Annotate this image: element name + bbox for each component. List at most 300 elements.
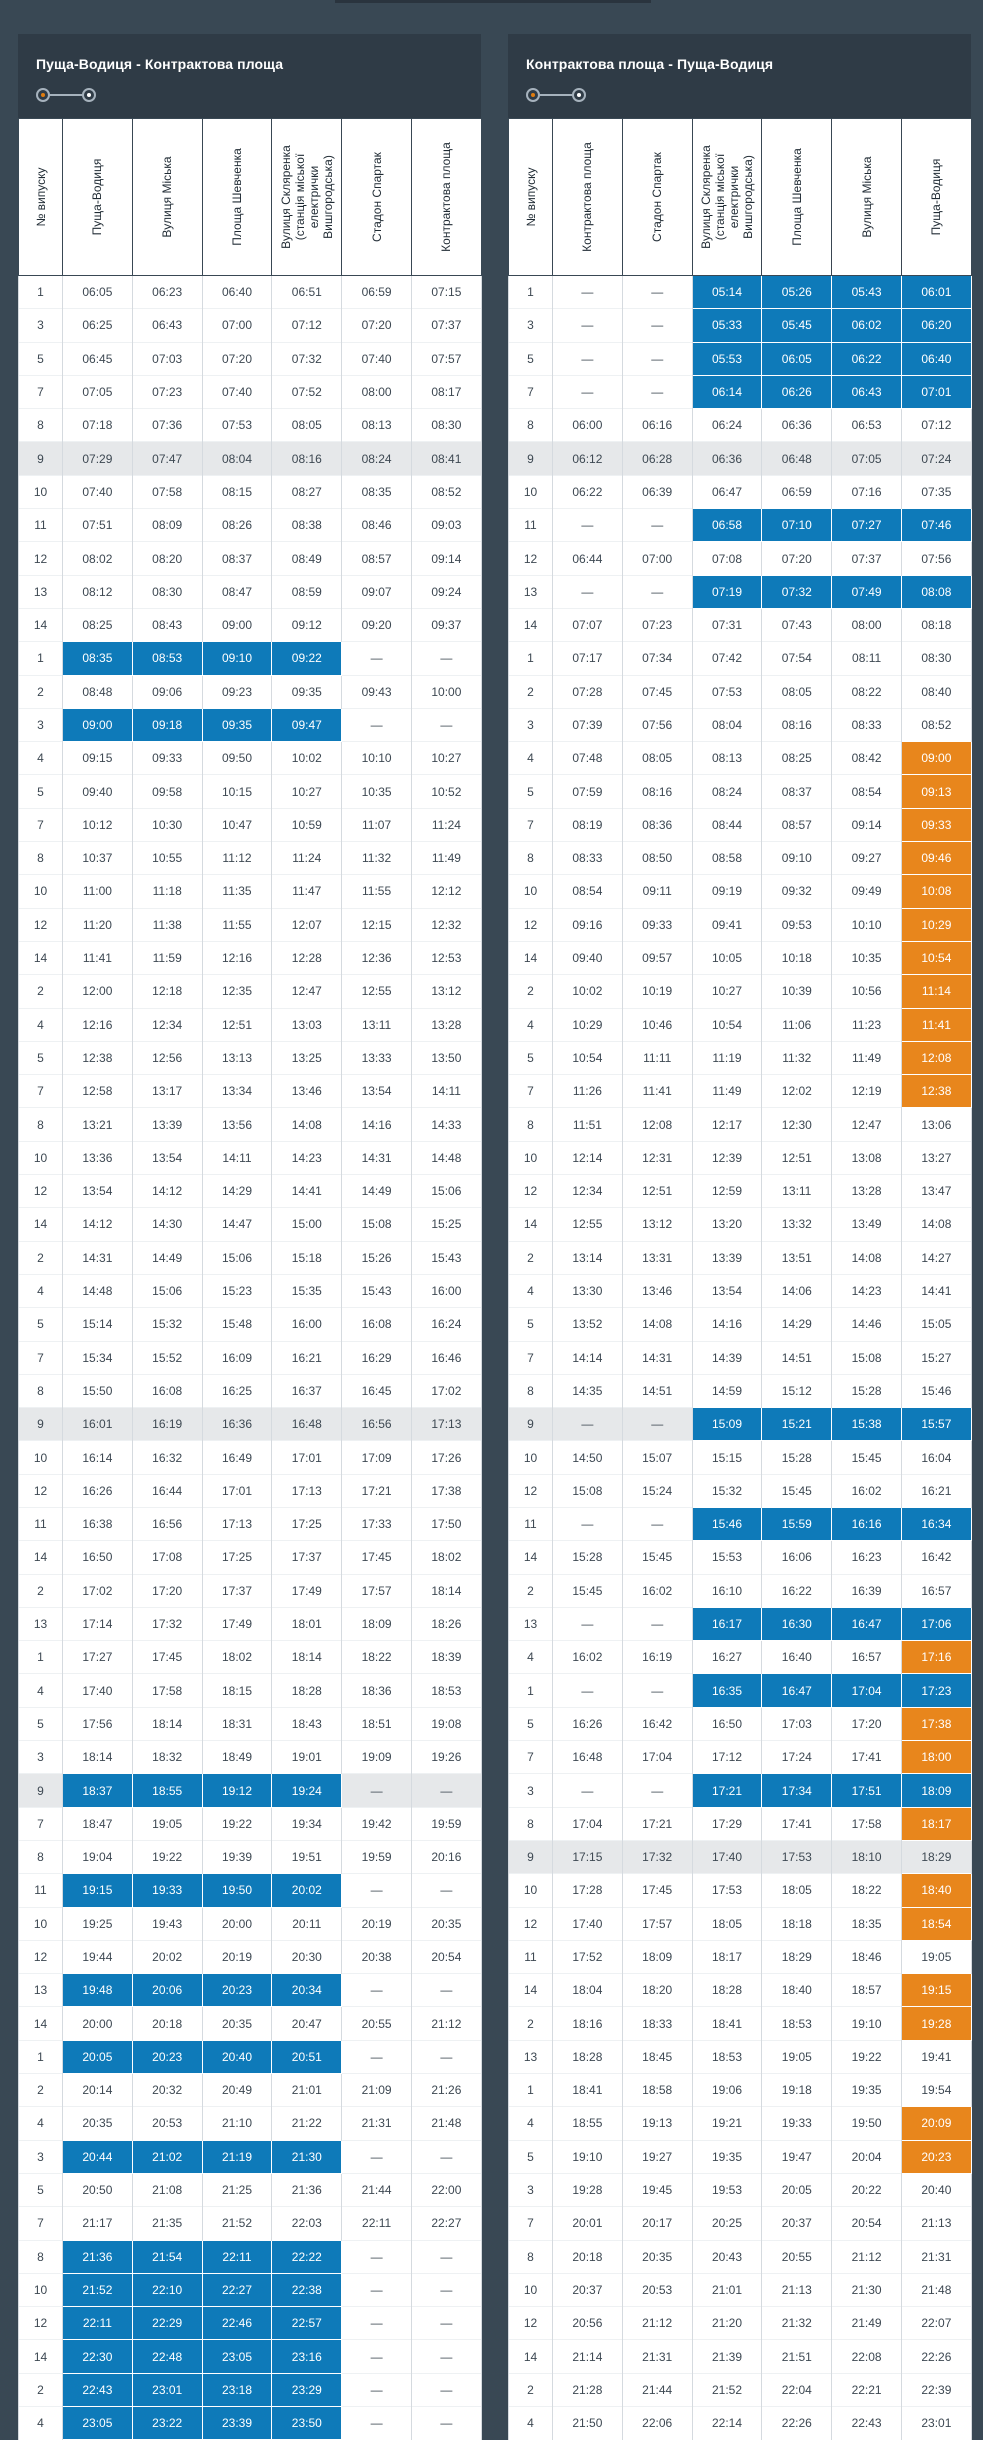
time-cell: 13:54: [63, 1175, 133, 1208]
time-cell: 16:08: [132, 1374, 202, 1407]
time-cell: 18:32: [132, 1741, 202, 1774]
time-cell: 20:05: [762, 2173, 832, 2206]
time-cell: 18:39: [411, 1641, 481, 1674]
release-number-cell: 4: [509, 1008, 553, 1041]
right-schedule-panel: [508, 34, 971, 2440]
time-cell: 15:24: [622, 1474, 692, 1507]
release-number-cell: 12: [509, 908, 553, 941]
time-cell: —: [622, 276, 692, 309]
time-cell: 11:26: [553, 1075, 623, 1108]
column-header: [832, 119, 902, 276]
time-cell: 18:57: [832, 1974, 902, 2007]
time-cell: 09:53: [762, 908, 832, 941]
table-row: [19, 1774, 482, 1807]
time-cell: 19:12: [202, 1774, 272, 1807]
release-number-cell: 14: [19, 2340, 63, 2373]
time-cell: 16:50: [63, 1541, 133, 1574]
time-cell: 19:50: [832, 2107, 902, 2140]
time-cell: 18:53: [762, 2007, 832, 2040]
table-row: [509, 1274, 972, 1307]
time-cell: 22:07: [901, 2307, 971, 2340]
time-cell: 20:01: [553, 2207, 623, 2240]
time-cell: 19:45: [622, 2173, 692, 2206]
time-cell: 08:25: [63, 608, 133, 641]
table-row: [19, 2240, 482, 2273]
table-row: [19, 608, 482, 641]
time-cell: 06:14: [692, 375, 762, 408]
table-row: [509, 1574, 972, 1607]
time-cell: 12:38: [901, 1075, 971, 1108]
time-cell: 17:28: [553, 1874, 623, 1907]
time-cell: 07:18: [63, 409, 133, 442]
time-cell: 16:17: [692, 1607, 762, 1640]
time-cell: 17:34: [762, 1774, 832, 1807]
column-header-label: Вулиця Міська: [859, 156, 874, 238]
time-cell: 17:49: [272, 1574, 342, 1607]
time-cell: 16:21: [901, 1474, 971, 1507]
time-cell: 19:15: [901, 1974, 971, 2007]
time-cell: —: [342, 1974, 412, 2007]
time-cell: 10:55: [132, 842, 202, 875]
time-cell: 15:28: [762, 1441, 832, 1474]
time-cell: 12:18: [132, 975, 202, 1008]
table-row: [19, 1707, 482, 1740]
time-cell: 17:29: [692, 1807, 762, 1840]
table-row: [509, 1441, 972, 1474]
time-cell: 17:32: [132, 1607, 202, 1640]
table-row: [19, 908, 482, 941]
table-row: [19, 1308, 482, 1341]
time-cell: —: [411, 2240, 481, 2273]
time-cell: 10:29: [553, 1008, 623, 1041]
time-cell: 11:55: [202, 908, 272, 941]
table-row: [19, 2340, 482, 2373]
time-cell: 14:48: [63, 1274, 133, 1307]
time-cell: 19:13: [622, 2107, 692, 2140]
time-cell: 17:33: [342, 1507, 412, 1540]
time-cell: 17:03: [762, 1707, 832, 1740]
time-cell: 10:35: [342, 775, 412, 808]
top-tab-edge: [335, 0, 651, 3]
release-number-cell: 2: [19, 1241, 63, 1274]
time-cell: 18:49: [202, 1741, 272, 1774]
time-cell: 19:27: [622, 2140, 692, 2173]
time-cell: 16:49: [202, 1441, 272, 1474]
time-cell: 06:39: [622, 475, 692, 508]
time-cell: —: [411, 1774, 481, 1807]
time-cell: 08:36: [622, 808, 692, 841]
time-cell: 13:51: [762, 1241, 832, 1274]
table-row: [19, 1607, 482, 1640]
release-number-cell: 9: [19, 1408, 63, 1441]
time-cell: 13:54: [342, 1075, 412, 1108]
time-cell: 09:15: [63, 742, 133, 775]
time-cell: 10:10: [342, 742, 412, 775]
time-cell: 09:19: [692, 875, 762, 908]
time-cell: 10:47: [202, 808, 272, 841]
time-cell: 12:15: [342, 908, 412, 941]
table-row: [509, 808, 972, 841]
time-cell: 14:23: [832, 1274, 902, 1307]
table-row: [19, 775, 482, 808]
time-cell: 09:43: [342, 675, 412, 708]
column-header-label: Вулиця Скляренка (станція міської електрички Вишгородська): [278, 145, 335, 249]
time-cell: 19:54: [901, 2074, 971, 2107]
time-cell: —: [342, 2307, 412, 2340]
time-cell: 20:43: [692, 2240, 762, 2273]
column-header: [19, 119, 63, 276]
time-cell: 07:36: [132, 409, 202, 442]
table-row: [509, 1341, 972, 1374]
release-number-cell: 12: [509, 1474, 553, 1507]
time-cell: 17:16: [901, 1641, 971, 1674]
column-header: [509, 119, 553, 276]
time-cell: 07:35: [901, 475, 971, 508]
time-cell: 19:09: [342, 1741, 412, 1774]
time-cell: 23:16: [272, 2340, 342, 2373]
time-cell: 19:59: [411, 1807, 481, 1840]
time-cell: 10:54: [692, 1008, 762, 1041]
time-cell: 16:19: [622, 1641, 692, 1674]
time-cell: 12:30: [762, 1108, 832, 1141]
time-cell: 20:35: [202, 2007, 272, 2040]
time-cell: 08:13: [342, 409, 412, 442]
table-row: [509, 1907, 972, 1940]
time-cell: 22:29: [132, 2307, 202, 2340]
time-cell: 10:02: [272, 742, 342, 775]
time-cell: 15:45: [553, 1574, 623, 1607]
release-number-cell: 2: [509, 975, 553, 1008]
time-cell: 22:27: [411, 2207, 481, 2240]
table-row: [19, 1274, 482, 1307]
time-cell: —: [411, 2407, 481, 2440]
time-cell: 14:11: [202, 1141, 272, 1174]
time-cell: 19:35: [832, 2074, 902, 2107]
release-number-cell: 12: [19, 542, 63, 575]
table-row: [509, 608, 972, 641]
table-row: [509, 2173, 972, 2206]
table-row: [19, 875, 482, 908]
column-header: [901, 119, 971, 276]
time-cell: 22:43: [832, 2407, 902, 2440]
right-schedule-table: [508, 118, 972, 2440]
time-cell: —: [622, 342, 692, 375]
column-header-label: Вулиця Міська: [160, 156, 175, 238]
time-cell: 07:58: [132, 475, 202, 508]
time-cell: 07:37: [411, 309, 481, 342]
time-cell: 20:55: [762, 2240, 832, 2273]
table-row: [509, 975, 972, 1008]
time-cell: 08:37: [762, 775, 832, 808]
time-cell: 14:31: [622, 1341, 692, 1374]
time-cell: 17:01: [272, 1441, 342, 1474]
time-cell: 14:51: [762, 1341, 832, 1374]
time-cell: —: [342, 1774, 412, 1807]
time-cell: 15:45: [762, 1474, 832, 1507]
time-cell: —: [622, 1607, 692, 1640]
release-number-cell: 14: [19, 1208, 63, 1241]
table-row: [19, 2407, 482, 2440]
table-row: [509, 575, 972, 608]
time-cell: —: [411, 2340, 481, 2373]
time-cell: 09:00: [202, 608, 272, 641]
time-cell: 08:19: [553, 808, 623, 841]
time-cell: 14:16: [692, 1308, 762, 1341]
time-cell: 12:55: [553, 1208, 623, 1241]
time-cell: 19:04: [63, 1840, 133, 1873]
time-cell: —: [342, 642, 412, 675]
time-cell: 09:32: [762, 875, 832, 908]
release-number-cell: 1: [509, 2074, 553, 2107]
time-cell: 17:04: [553, 1807, 623, 1840]
release-number-cell: 9: [19, 1774, 63, 1807]
time-cell: 20:05: [63, 2040, 133, 2073]
time-cell: 16:37: [272, 1374, 342, 1407]
table-row: [509, 409, 972, 442]
time-cell: 10:05: [692, 941, 762, 974]
time-cell: 08:59: [272, 575, 342, 608]
time-cell: 07:29: [63, 442, 133, 475]
time-cell: 19:39: [202, 1840, 272, 1873]
time-cell: 12:34: [553, 1175, 623, 1208]
time-cell: 16:23: [832, 1541, 902, 1574]
time-cell: 23:05: [63, 2407, 133, 2440]
time-cell: 14:27: [901, 1241, 971, 1274]
time-cell: 17:20: [832, 1707, 902, 1740]
time-cell: 08:04: [692, 708, 762, 741]
time-cell: —: [411, 1874, 481, 1907]
time-cell: 16:26: [63, 1474, 133, 1507]
time-cell: 10:00: [411, 675, 481, 708]
time-cell: 18:05: [692, 1907, 762, 1940]
table-row: [509, 542, 972, 575]
time-cell: 13:49: [832, 1208, 902, 1241]
time-cell: 08:58: [692, 842, 762, 875]
time-cell: 20:55: [342, 2007, 412, 2040]
time-cell: 11:18: [132, 875, 202, 908]
release-number-cell: 10: [19, 1441, 63, 1474]
time-cell: 07:45: [622, 675, 692, 708]
time-cell: 17:24: [762, 1741, 832, 1774]
time-cell: 07:53: [202, 409, 272, 442]
time-cell: —: [553, 1408, 623, 1441]
time-cell: 21:50: [553, 2407, 623, 2440]
time-cell: 14:30: [132, 1208, 202, 1241]
time-cell: 14:31: [342, 1141, 412, 1174]
time-cell: 20:17: [622, 2207, 692, 2240]
time-cell: 12:16: [202, 941, 272, 974]
time-cell: 21:02: [132, 2140, 202, 2173]
time-cell: 08:33: [553, 842, 623, 875]
time-cell: 06:00: [553, 409, 623, 442]
time-cell: 18:16: [553, 2007, 623, 2040]
time-cell: 08:00: [832, 608, 902, 641]
time-cell: 12:00: [63, 975, 133, 1008]
time-cell: 17:40: [553, 1907, 623, 1940]
time-cell: 15:06: [411, 1175, 481, 1208]
time-cell: —: [622, 1408, 692, 1441]
time-cell: 11:20: [63, 908, 133, 941]
release-number-cell: 12: [509, 2307, 553, 2340]
time-cell: 07:59: [553, 775, 623, 808]
time-cell: 14:33: [411, 1108, 481, 1141]
time-cell: 17:56: [63, 1707, 133, 1740]
time-cell: 12:51: [202, 1008, 272, 1041]
table-row: [509, 1974, 972, 2007]
release-number-cell: 12: [19, 1940, 63, 1973]
time-cell: 07:37: [832, 542, 902, 575]
time-cell: 18:43: [272, 1707, 342, 1740]
time-cell: 13:03: [272, 1008, 342, 1041]
time-cell: 16:22: [762, 1574, 832, 1607]
time-cell: 14:47: [202, 1208, 272, 1241]
release-number-cell: 7: [509, 2207, 553, 2240]
time-cell: 20:18: [132, 2007, 202, 2040]
release-number-cell: 2: [19, 1574, 63, 1607]
time-cell: 14:50: [553, 1441, 623, 1474]
time-cell: 21:09: [342, 2074, 412, 2107]
table-row: [19, 675, 482, 708]
release-number-cell: 5: [509, 1308, 553, 1341]
time-cell: 10:27: [692, 975, 762, 1008]
time-cell: 10:12: [63, 808, 133, 841]
time-cell: 16:56: [132, 1507, 202, 1540]
time-cell: 21:13: [762, 2273, 832, 2306]
time-cell: 13:12: [411, 975, 481, 1008]
time-cell: 19:42: [342, 1807, 412, 1840]
time-cell: 20:56: [553, 2307, 623, 2340]
time-cell: 11:19: [692, 1041, 762, 1074]
time-cell: 06:44: [553, 542, 623, 575]
time-cell: 12:08: [901, 1041, 971, 1074]
time-cell: 07:05: [832, 442, 902, 475]
table-row: [509, 1141, 972, 1174]
time-cell: 12:08: [622, 1108, 692, 1141]
time-cell: 21:10: [202, 2107, 272, 2140]
release-number-cell: 4: [19, 2107, 63, 2140]
time-cell: 09:13: [901, 775, 971, 808]
time-cell: 18:02: [411, 1541, 481, 1574]
time-cell: 14:12: [63, 1208, 133, 1241]
column-header-label: Вулиця Скляренка (станція міської електрички Вишгородська): [698, 145, 755, 249]
table-row: [19, 342, 482, 375]
time-cell: 10:35: [832, 941, 902, 974]
time-cell: 16:50: [692, 1707, 762, 1740]
release-number-cell: 7: [19, 2207, 63, 2240]
time-cell: 17:13: [272, 1474, 342, 1507]
table-row: [19, 442, 482, 475]
time-cell: 20:49: [202, 2074, 272, 2107]
time-cell: 16:29: [342, 1341, 412, 1374]
release-number-cell: 4: [19, 742, 63, 775]
time-cell: 11:11: [622, 1041, 692, 1074]
time-cell: 07:07: [553, 608, 623, 641]
time-cell: 14:08: [622, 1308, 692, 1341]
time-cell: 06:51: [272, 276, 342, 309]
time-cell: 09:41: [692, 908, 762, 941]
time-cell: 13:14: [553, 1241, 623, 1274]
table-row: [509, 1541, 972, 1574]
time-cell: 21:52: [692, 2373, 762, 2406]
time-cell: 16:44: [132, 1474, 202, 1507]
time-cell: 21:01: [692, 2273, 762, 2306]
time-cell: 21:36: [63, 2240, 133, 2273]
time-cell: 20:06: [132, 1974, 202, 2007]
time-cell: 08:09: [132, 509, 202, 542]
time-cell: 10:37: [63, 842, 133, 875]
time-cell: 05:26: [762, 276, 832, 309]
time-cell: 13:20: [692, 1208, 762, 1241]
time-cell: 17:58: [832, 1807, 902, 1840]
time-cell: 11:00: [63, 875, 133, 908]
time-cell: 07:00: [202, 309, 272, 342]
release-number-cell: 14: [509, 941, 553, 974]
time-cell: 15:34: [63, 1341, 133, 1374]
time-cell: 11:32: [762, 1041, 832, 1074]
time-cell: 18:18: [762, 1907, 832, 1940]
time-cell: —: [411, 2273, 481, 2306]
column-header: [272, 119, 342, 276]
table-row: [509, 1474, 972, 1507]
table-row: [19, 2107, 482, 2140]
time-cell: 12:28: [272, 941, 342, 974]
time-cell: 17:01: [202, 1474, 272, 1507]
release-number-cell: 5: [509, 1707, 553, 1740]
time-cell: 08:54: [553, 875, 623, 908]
time-cell: 11:07: [342, 808, 412, 841]
time-cell: 16:01: [63, 1408, 133, 1441]
time-cell: 14:39: [692, 1341, 762, 1374]
time-cell: 16:21: [272, 1341, 342, 1374]
time-cell: 07:20: [202, 342, 272, 375]
time-cell: 11:32: [342, 842, 412, 875]
time-cell: 17:13: [202, 1507, 272, 1540]
time-cell: 18:36: [342, 1674, 412, 1707]
release-number-cell: 12: [509, 542, 553, 575]
time-cell: 11:24: [272, 842, 342, 875]
time-cell: 19:05: [901, 1940, 971, 1973]
table-row: [509, 1807, 972, 1840]
time-cell: 19:22: [202, 1807, 272, 1840]
time-cell: 14:29: [202, 1175, 272, 1208]
table-row: [19, 1141, 482, 1174]
time-cell: 18:04: [553, 1974, 623, 2007]
time-cell: 10:02: [553, 975, 623, 1008]
time-cell: 20:35: [63, 2107, 133, 2140]
time-cell: 21:52: [63, 2273, 133, 2306]
time-cell: 08:16: [762, 708, 832, 741]
time-cell: 09:06: [132, 675, 202, 708]
release-number-cell: 5: [19, 1707, 63, 1740]
release-number-cell: 13: [509, 2040, 553, 2073]
release-number-cell: 2: [509, 1574, 553, 1607]
time-cell: 08:18: [901, 608, 971, 641]
release-number-cell: 2: [509, 675, 553, 708]
table-row: [509, 2140, 972, 2173]
time-cell: 21:30: [272, 2140, 342, 2173]
table-row: [509, 775, 972, 808]
time-cell: 14:12: [132, 1175, 202, 1208]
time-cell: 18:51: [342, 1707, 412, 1740]
time-cell: 09:11: [622, 875, 692, 908]
time-cell: 18:40: [901, 1874, 971, 1907]
time-cell: 11:59: [132, 941, 202, 974]
time-cell: 15:52: [132, 1341, 202, 1374]
time-cell: 21:08: [132, 2173, 202, 2206]
time-cell: 21:48: [411, 2107, 481, 2140]
release-number-cell: 9: [509, 442, 553, 475]
time-cell: 10:59: [272, 808, 342, 841]
